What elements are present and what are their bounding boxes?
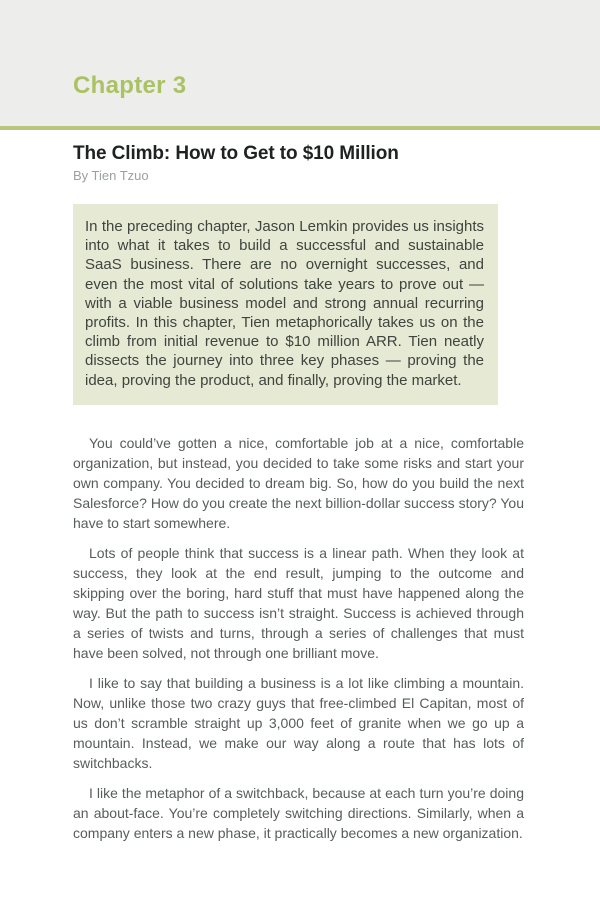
body-paragraph: You could’ve gotten a nice, comfortable job at a nice, comfortable organization, but instead, you decided to take some risks and start your own company. You decided to dream big. So, how do you build the next Salesforce? How do you create the next billion-dollar success story? You have to start somewhere. [73, 434, 524, 531]
body-copy [73, 433, 524, 843]
body-paragraph: Lots of people think that success is a linear path. When they look at success, they look at the end result, jumping to the outcome and skipping over the boring, hard stuff that must have happened along the way. But the path to success isn’t straight. Success is achieved through a series of twists and turns, through a series of challenges that must have been solved, not through one brilliant move. [73, 544, 524, 661]
chapter-label: Chapter 3 [73, 72, 187, 99]
body-paragraph: I like to say that building a business is a lot like climbing a mountain. Now, unlike those two crazy guys that free-climbed El Capitan, most of us don’t scramble straight up 3,000 feet of granite when we go up a mountain. Instead, we make our way along a route that has lots of switchbacks. [73, 674, 524, 771]
chapter-summary-callout: In the preceding chapter, Jason Lemkin provides us insights into what it takes to build a successful and sustainable SaaS business. There are no overnight successes, and even the most vital of solutions take years to prove out — with a viable business model and strong annual recurring profits. In this chapter, Tien metaphorically takes us on the climb from initial revenue to $10 million ARR. Tien neatly dissects the journey into three key phases — proving the idea, proving the product, and finally, proving the market. [73, 204, 498, 405]
page-content [0, 130, 600, 843]
page-title: The Climb: How to Get to $10 Million [73, 143, 399, 164]
author-byline: By Tien Tzuo [73, 168, 149, 183]
body-paragraph: I like the metaphor of a switchback, because at each turn you’re doing an about-face. You’re completely switching directions. Similarly, when a company enters a new phase, it practically becomes a new organization. [73, 784, 524, 841]
chapter-header [0, 0, 600, 130]
